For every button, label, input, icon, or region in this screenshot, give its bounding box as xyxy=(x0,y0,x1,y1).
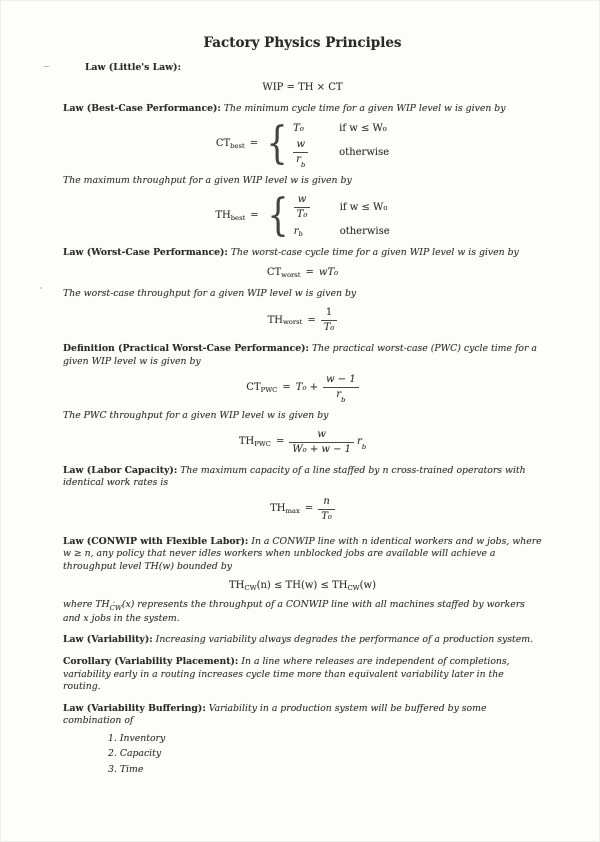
worst-th-intro: The worst-case throughput for a given WIP level w is given by xyxy=(63,288,357,300)
ct-best-case1-cond: if w ≤ W₀ xyxy=(339,122,387,134)
fraction-numerator: w xyxy=(294,194,311,208)
fraction-denominator: W₀ + w − 1 xyxy=(292,443,352,455)
pwc-th-intro: The PWC throughput for a given WIP level w is given by xyxy=(63,410,329,422)
fraction-denominator: T₀ xyxy=(323,321,335,333)
ct-pwc-fraction xyxy=(323,374,359,405)
fraction-denominator: $r_b$ xyxy=(296,154,306,170)
th-best-case-1 xyxy=(294,194,390,221)
ct-best-cases xyxy=(263,118,390,170)
definition-pwc-intro: The practical worst-case (PWC) cycle time for a given WIP level w is given by xyxy=(63,342,537,367)
law-best xyxy=(63,103,542,116)
left-brace: { xyxy=(266,118,288,170)
law-conwip-heading: Law (CONWIP with Flexible Labor): xyxy=(63,535,249,547)
law-variability-heading: Law (Variability): xyxy=(63,634,153,646)
ct-worst-lhs: CT xyxy=(266,266,282,278)
th-pwc-lhs: TH xyxy=(238,436,255,448)
th-max-lhs: TH xyxy=(270,503,286,515)
corollary-placement xyxy=(63,656,542,694)
law-variability-text: Increasing variability always degrades the performance of a production system. xyxy=(155,634,534,646)
th-worst-fraction xyxy=(321,307,338,334)
fraction-numerator: w − 1 xyxy=(323,374,359,388)
law-worst-intro: The worst-case cycle time for a given WIP level w is given by xyxy=(230,247,519,259)
definition-pwc-heading: Definition (Practical Worst-Case Performance): xyxy=(63,342,309,354)
conwip-outro-para xyxy=(63,599,542,626)
law-buffering-heading: Law (Variability Buffering): xyxy=(63,702,206,714)
fraction-denominator: T₀ xyxy=(296,208,308,220)
law-buffering-text: Variability in a production system will be buffered by some combination of xyxy=(63,702,487,727)
conwip-outro: where $TH_{CW}(x)$ represents the throughput of a CONWIP line with all machines staffed by workers and x jobs in the system. xyxy=(63,598,525,624)
th-best-case1-fraction xyxy=(294,194,311,221)
corollary-placement-heading: Corollary (Variability Placement): xyxy=(63,655,239,667)
ct-best-formula: CT $_{best}$ = { T₀ if w ≤ W₀ $\frac{w}{r_b}$ otherwise xyxy=(215,118,390,170)
fraction-numerator: 1 xyxy=(321,307,338,321)
fraction-numerator: w xyxy=(293,139,308,153)
worst-th-intro-para xyxy=(63,288,542,301)
buffer-list xyxy=(108,733,542,777)
equals-sign: = xyxy=(249,138,259,150)
law-worst-heading: Law (Worst-Case Performance): xyxy=(63,247,228,259)
fraction-denominator: T₀ xyxy=(321,510,332,522)
fraction-numerator: w xyxy=(289,429,354,443)
th-best-case2-cond: otherwise xyxy=(339,225,390,237)
left-brace: { xyxy=(267,190,289,242)
equals-sign: = xyxy=(304,503,314,515)
ct-worst-rhs-var: w xyxy=(318,266,328,278)
ct-best-case2-cond: otherwise xyxy=(339,147,390,159)
best-th-intro: The maximum throughput for a given WIP level w is given by xyxy=(63,175,352,187)
law-labor-intro: The maximum capacity of a line staffed by n cross-trained operators with identical work rates is xyxy=(63,464,526,489)
law-best-intro: The minimum cycle time for a given WIP level w is given by xyxy=(223,103,506,115)
scan-artifact-dot xyxy=(113,601,115,603)
pwc-th-intro-para xyxy=(63,410,542,423)
th-max-fraction xyxy=(318,496,335,523)
law-variability xyxy=(63,634,542,647)
law-worst xyxy=(63,247,542,260)
th-pwc-fraction xyxy=(289,429,354,456)
buffer-list-item-capacity: 2. Capacity xyxy=(108,748,162,760)
ct-best-case2-fraction xyxy=(293,139,308,170)
th-best-cases xyxy=(264,190,390,242)
scan-artifact-dot xyxy=(40,287,42,289)
corollary-placement-text: In a line where releases are independent of completions, variability early in a routing increases cycle time more than equivalent variability later in the routing. xyxy=(63,655,510,693)
law-buffering xyxy=(63,703,542,728)
ct-pwc-pre: T₀ + xyxy=(295,381,319,393)
buffer-list-item-inventory: 1. Inventory xyxy=(108,732,166,744)
ct-pwc-formula: CT $_{PWC}$ = T₀ + $\frac{w - 1}{r_b}$ xyxy=(63,374,542,401)
little-formula-text: WIP = TH × CT xyxy=(262,81,343,93)
th-best-case1-cond: if w ≤ W₀ xyxy=(339,201,388,213)
th-worst-formula: TH $_{worst}$ = $\frac{1}{\text{T₀}}$ xyxy=(63,307,542,334)
scan-artifact-dash xyxy=(44,66,49,67)
law-labor-heading: Law (Labor Capacity): xyxy=(63,464,178,476)
th-best-case-2 xyxy=(294,225,390,239)
ct-best-case-2 xyxy=(293,139,390,170)
fraction-denominator: $r_b$ xyxy=(336,389,346,405)
best-th-intro-para xyxy=(63,175,542,188)
th-best-case2-value: r $_b$ xyxy=(293,225,303,238)
th-max-formula: TH $_{max}$ = $\frac{n}{\text{T₀}}$ xyxy=(63,496,542,523)
conwip-bound-end: (w) xyxy=(359,580,376,592)
law-little-heading: Law (Little's Law): xyxy=(85,62,182,74)
law-best-heading: Law (Best-Case Performance): xyxy=(63,103,221,115)
law-labor xyxy=(63,465,542,490)
buffer-list-item-time: 3. Time xyxy=(108,763,144,775)
equals-sign: = xyxy=(305,266,314,278)
th-pwc-formula: TH $_{PWC}$ = $\frac{w}{\text{W₀ + w − 1}}$ $r_b$ xyxy=(238,428,367,455)
equals-sign: = xyxy=(307,314,316,326)
th-best-lhs: TH xyxy=(215,210,231,222)
ct-best-case1-value: T₀ xyxy=(293,122,304,134)
th-pwc-post: $r_b$ xyxy=(357,436,367,452)
equals-sign: = xyxy=(250,210,259,222)
page-title: Factory Physics Principles xyxy=(203,35,402,51)
ct-pwc-lhs: CT xyxy=(246,381,261,393)
definition-pwc xyxy=(63,343,542,368)
conwip-bound-th1: TH xyxy=(229,580,245,592)
ct-worst-rhs-rest: T₀ xyxy=(327,266,339,278)
ct-best-case-1 xyxy=(293,122,389,136)
fraction-numerator: n xyxy=(318,496,335,510)
th-worst-lhs: TH xyxy=(267,314,283,326)
law-conwip xyxy=(63,536,542,574)
law-conwip-intro: In a CONWIP line with n identical workers and w jobs, where w ≥ n, any policy that never idles workers when unblocked jobs are available will achieve a throughput level TH(w) bounded by xyxy=(63,535,542,572)
conwip-bound-formula: TH $_{CW}$ (n) ≤ TH(w) ≤ TH $_{CW}$ (w) xyxy=(229,580,376,593)
conwip-bound-mid: (n) ≤ TH(w) ≤ TH xyxy=(256,580,348,592)
law-little xyxy=(85,62,542,75)
ct-best-lhs: CT xyxy=(215,138,231,150)
th-best-formula: TH $_{best}$ = { $\frac{w}{\text{T₀}}$ if w ≤ W₀ r $_b$ otherwise xyxy=(215,190,390,242)
ct-worst-formula: CT $_{worst}$ = w T₀ xyxy=(266,266,339,279)
equals-sign: = xyxy=(275,436,285,448)
equals-sign: = xyxy=(282,381,291,393)
little-formula xyxy=(63,81,542,95)
